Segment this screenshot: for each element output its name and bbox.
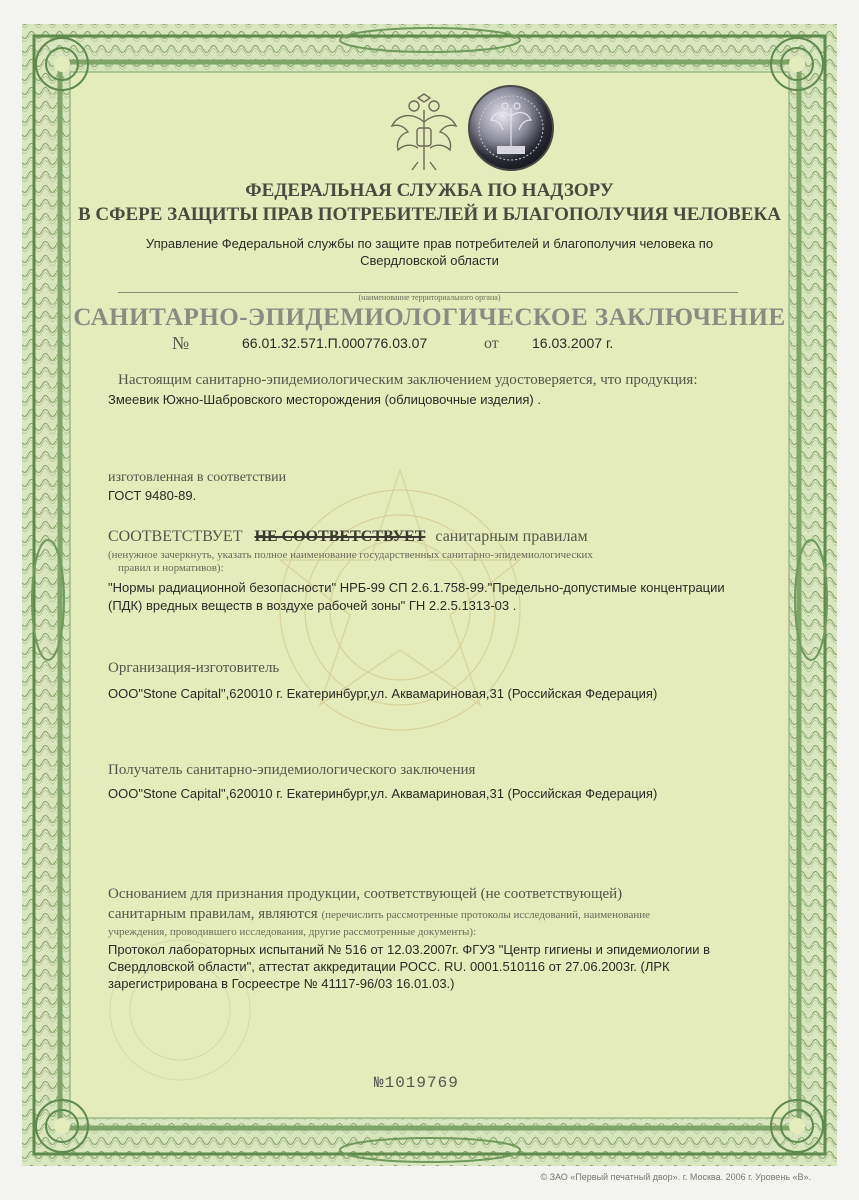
basis-line2 <box>108 906 650 923</box>
product-intro: Настоящим санитарно-эпидемиологическим заключением удостоверяется, что продукция: <box>118 372 698 388</box>
printer-footer: © ЗАО «Первый печатный двор». г. Москва. 2006 г. Уровень «В». <box>540 1172 811 1182</box>
compliance-note-line1: (ненужное зачеркнуть, указать полное наименование государственных санитарно-эпидемиологических <box>108 549 593 561</box>
manufacturer-label: Организация-изготовитель <box>108 660 280 676</box>
complies-text: СООТВЕТСТВУЕТ <box>108 528 243 545</box>
norms-line1: "Нормы радиационной безопасности" НРБ-99 СП 2.6.1.758-99."Предельно-допустимые концентрации <box>108 580 725 595</box>
compliance-note-line2: правил и нормативов): <box>118 562 224 574</box>
not-complies-struck: НЕ СООТВЕТСТВУЕТ <box>254 528 426 545</box>
product-name: Змеевик Южно-Шабровского месторождения (облицовочные изделия) . <box>108 392 541 407</box>
basis-line1: Основанием для признания продукции, соответствующей (не соответствующей) <box>108 886 623 902</box>
compliance-line <box>108 528 588 546</box>
basis-note: (перечислить рассмотренные протоколы исследований, наименование <box>321 909 651 921</box>
basis-value-line3: зарегистрирована в Госреестре № 41117-96/03 16.01.03.) <box>108 976 455 991</box>
document-title: САНИТАРНО-ЭПИДЕМИОЛОГИЧЕСКОЕ ЗАКЛЮЧЕНИЕ <box>73 304 786 331</box>
serial-number: №1019769 <box>374 1074 459 1092</box>
recipient-value: ООО"Stone Capital",620010 г. Екатеринбург,ул. Аквамариновая,31 (Российская Федерация) <box>108 786 658 801</box>
date-label: от <box>484 335 499 352</box>
manufactured-label: изготовленная в соответствии <box>108 470 287 485</box>
double-headed-eagle-icon <box>384 92 464 172</box>
manufacturer-value: ООО"Stone Capital",620010 г. Екатеринбург,ул. Аквамариновая,31 (Российская Федерация) <box>108 686 658 701</box>
document-date: 16.03.2007 г. <box>532 335 614 351</box>
norms-line2: (ПДК) вредных веществ в воздухе рабочей зоны" ГН 2.2.5.1313-03 . <box>108 598 517 613</box>
basis-lead: санитарным правилам, являются <box>108 906 318 922</box>
basis-note-line3: учреждения, проводившего исследования, другие рассмотренные документы): <box>108 926 477 938</box>
hologram-seal-icon <box>467 84 555 172</box>
basis-value-line2: Свердловской области", аттестат аккредитации РОСС. RU. 0001.510116 от 27.06.2003г. (ЛРК <box>108 959 670 974</box>
agency-title-line2: В СФЕРЕ ЗАЩИТЫ ПРАВ ПОТРЕБИТЕЛЕЙ И БЛАГОПОЛУЧИЯ ЧЕЛОВЕКА <box>78 204 781 225</box>
manufactured-standard: ГОСТ 9480-89. <box>108 488 197 503</box>
territorial-body-caption: (наименование территориального органа) <box>358 293 501 302</box>
rules-text: санитарным правилам <box>435 528 588 545</box>
document-number: 66.01.32.571.П.000776.03.07 <box>242 335 428 351</box>
territorial-body-line2: Свердловской области <box>360 253 499 268</box>
basis-value-line1: Протокол лабораторных испытаний № 516 от 12.03.2007г. ФГУЗ "Центр гигиены и эпидемиологии в <box>108 942 711 957</box>
agency-title-line1: ФЕДЕРАЛЬНАЯ СЛУЖБА ПО НАДЗОРУ <box>245 180 614 201</box>
number-label: № <box>172 333 190 353</box>
territorial-body-line1: Управление Федеральной службы по защите прав потребителей и благополучия человека по <box>145 236 714 251</box>
recipient-label: Получатель санитарно-эпидемиологического заключения <box>108 762 476 778</box>
